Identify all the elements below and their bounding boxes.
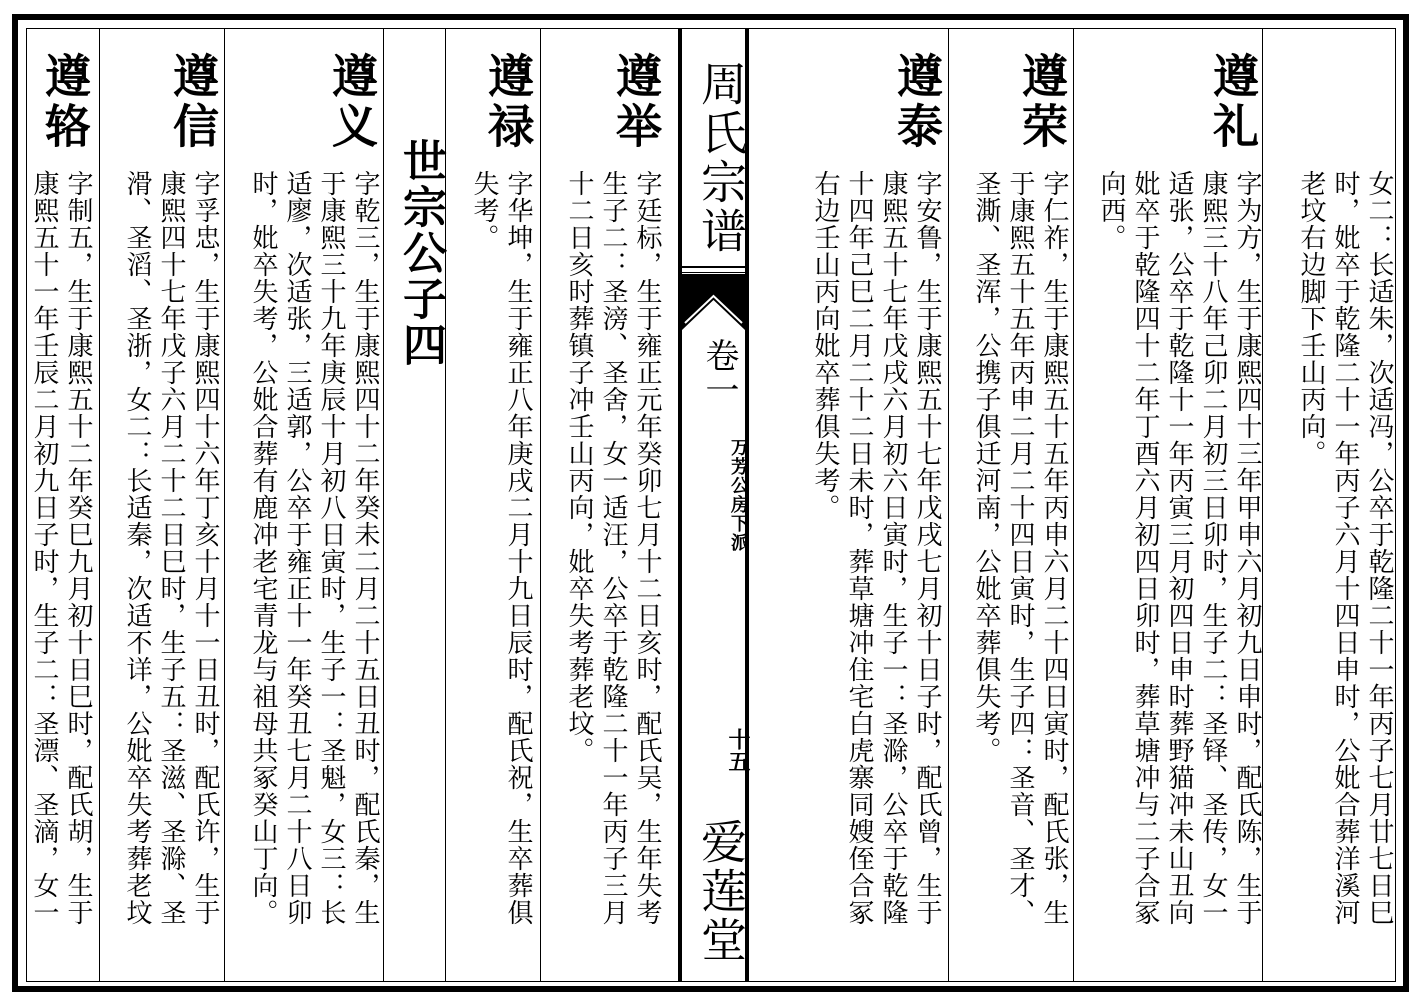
- column-divider: [1073, 29, 1074, 981]
- column-divider: [224, 29, 225, 981]
- continuation-text: 女二：长适朱，次适冯，公卒于乾隆二十一年丙子七月廿七日巳 时，妣卒于乾隆二十一年丙子六月十四日申时，公妣合葬洋溪河 老坟右边脚下壬山丙向。: [1296, 170, 1394, 926]
- genealogy-title: 周氏宗谱: [694, 60, 748, 256]
- column-divider: [540, 29, 541, 981]
- volume-label: 卷一: [699, 338, 739, 406]
- entry-name: 遵禄: [481, 52, 535, 152]
- entry-name: 遵信: [166, 52, 220, 152]
- entry-text: 字孚忠，生于康熙四十六年丁亥十月十一日丑时，配氏许，生于 康熙四十七年戊子六月二十二日巳时，生子五：圣滋、圣滁、圣 滑、圣滔、圣浙，女二：长适秦，次适不详，公妣卒失考葬老坟: [122, 170, 220, 926]
- entry-text: 字华坤，生于雍正八年庚戌二月十九日辰时，配氏祝，生卒葬俱 失考。: [469, 170, 533, 926]
- spine-rule-top-2: [682, 272, 745, 273]
- column-divider: [383, 29, 384, 981]
- center-divider-left: [678, 29, 682, 981]
- entry-text: 字仁祚，生于康熙五十五年丙申六月二十四日寅时，配氏张，生 于康熙五十五年丙申二月二十四日寅时，生子四：圣音、圣才、 圣澌、圣浑，公携子俱迁河南，公妣卒葬俱失考。: [971, 170, 1069, 926]
- entry-text: 字廷标，生于雍正元年癸卯七月十二日亥时，配氏吴，生年失考 生子二：圣滂、圣舍，女一适汪，公卒于乾隆二十一年丙子三月 十二日亥时葬镇子冲壬山丙向，妣卒失考葬老坟。: [564, 170, 662, 926]
- column-divider: [99, 29, 100, 981]
- entry-name: 遵泰: [890, 52, 944, 152]
- entry-text: 字安鲁，生于康熙五十七年戊戌七月初十日子时，配氏曾，生于 康熙五十七年戊戌六月初六日寅时，生子一：圣滁，公卒于乾隆 十四年己巳二月二十二日未时，葬草塘冲住宅白虎寨同嫂侄合冢 右边壬山丙向妣卒葬俱失考。: [810, 170, 942, 926]
- spine-rule-top: [682, 266, 745, 268]
- section-heading: 世宗公子四: [395, 138, 446, 368]
- fish-tail-icon: [682, 274, 745, 330]
- entry-name: 遵义: [325, 52, 379, 152]
- column-divider: [948, 29, 949, 981]
- entry-name: 遵礼: [1206, 52, 1260, 152]
- entry-text: 字制五，生于康熙五十二年癸巳九月初十日巳时，配氏胡，生于 康熙五十一年壬辰二月初九日子时，生子二：圣漂、圣滴，女一: [29, 170, 93, 926]
- entry-name: 遵荣: [1015, 52, 1069, 152]
- entry-text: 字乾三，生于康熙四十二年癸未二月二十五日丑时，配氏秦，生 于康熙三十九年庚辰十月初八日寅时，生子一：圣魁，女三：长 适廖，次适张，三适郭，公卒于雍正十一年癸丑七月二十八日卯 时，妣卒失考，公妣合葬有鹿冲老宅青龙与祖母共冢癸山丁向。: [248, 170, 380, 926]
- entry-name: 遵举: [609, 52, 663, 152]
- entry-name: 遵辂: [38, 52, 92, 152]
- entry-text: 字为方，生于康熙四十三年甲申六月初九日申时，配氏陈，生于 康熙三十八年己卯二月初三日卯时，生子二：圣铎、圣传，女一 适张，公卒于乾隆十一年丙寅三月初四日申时葬野猫冲未山丑向 妣卒于乾隆四十二年丁酉六月初四日卯时，葬草塘冲与二子合冢 向西。: [1096, 170, 1262, 926]
- hall-name: 爱莲堂: [694, 818, 748, 965]
- page-number: 十五: [725, 728, 751, 772]
- branch-label: 万芳公房下派: [728, 438, 749, 552]
